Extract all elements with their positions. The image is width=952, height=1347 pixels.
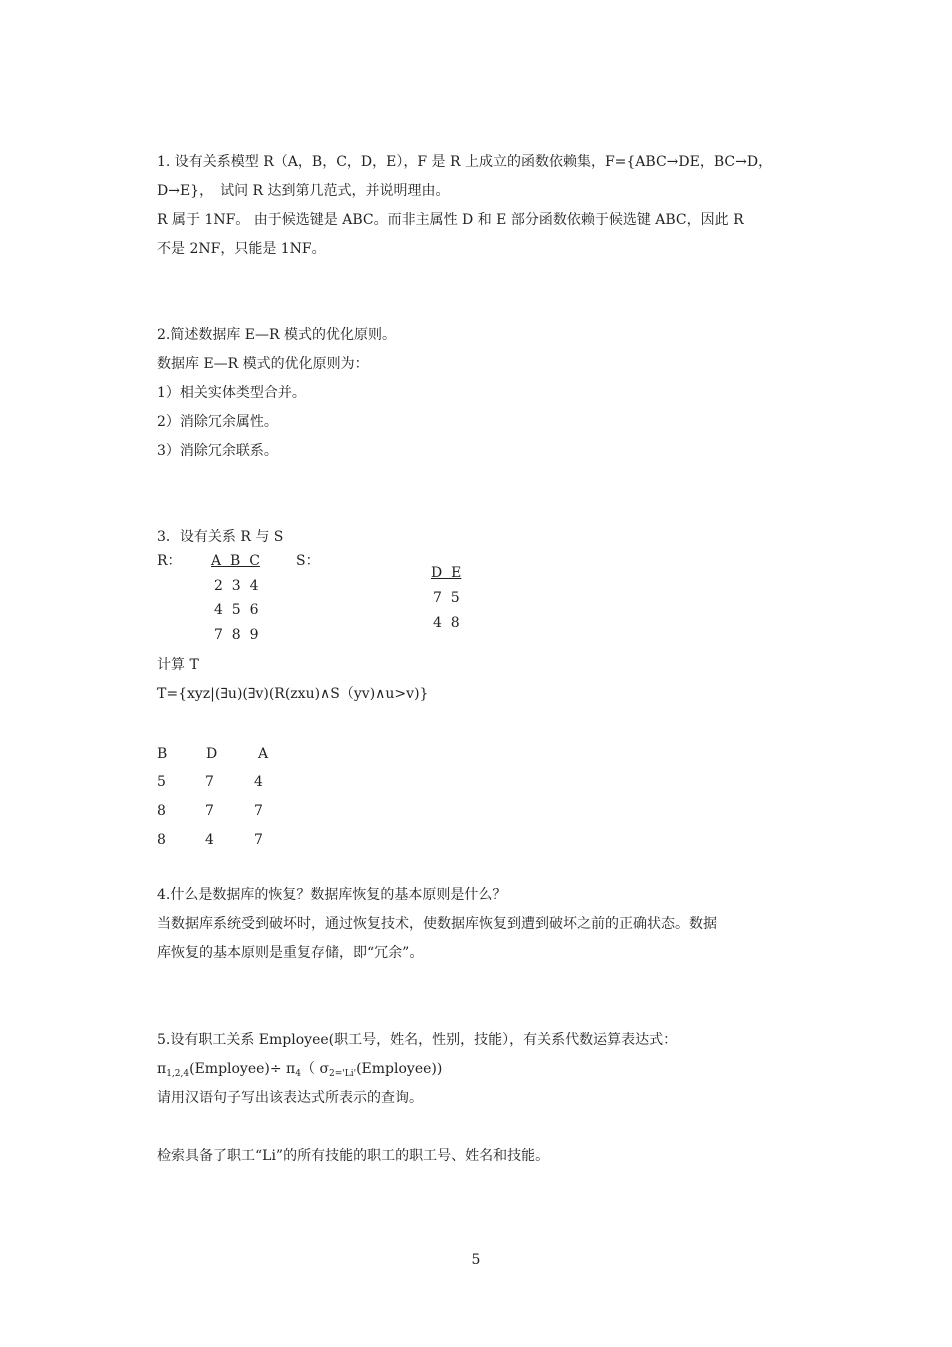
q1-question-line1: 1. 设有关系模型 R（A，B，C，D，E），F 是 R 上成立的函数依赖集，F={ABC→DE，BC→D， bbox=[157, 154, 773, 170]
q5-question: 5.设有职工关系 Employee(职工号，姓名，性别，技能），有关系代数运算表达式： bbox=[157, 1032, 678, 1048]
pi-symbol: π bbox=[157, 1061, 167, 1077]
relation-s-label: S： bbox=[296, 553, 320, 569]
result-cell: 4 bbox=[254, 774, 263, 790]
relation-s-row: 7 5 bbox=[433, 590, 460, 606]
relation-s-header: D E bbox=[431, 565, 462, 581]
q1-answer-line1: R 属于 1NF。 由于候选键是 ABC。而非主属性 D 和 E 部分函数依赖于候选键 ABC，因此 R bbox=[157, 212, 744, 228]
result-cell: 4 bbox=[205, 832, 214, 848]
result-cell: 8 bbox=[157, 832, 166, 848]
relation-s-row: 4 8 bbox=[433, 615, 460, 631]
result-cell: 8 bbox=[157, 803, 166, 819]
result-header-row bbox=[157, 744, 270, 764]
result-cell: 7 bbox=[254, 803, 263, 819]
relation-r-row: 2 3 4 bbox=[214, 578, 259, 594]
q2-answer-item: 1）相关实体类型合并。 bbox=[157, 385, 306, 401]
result-cell: 5 bbox=[157, 774, 166, 790]
page-number: 5 bbox=[471, 1252, 481, 1268]
q5-instruction: 请用汉语句子写出该表达式所表示的查询。 bbox=[157, 1090, 423, 1106]
pi-subscript: 1,2,4 bbox=[166, 1069, 190, 1079]
q2-answer-item: 3）消除冗余联系。 bbox=[157, 443, 278, 459]
q2-answer-item: 2）消除冗余属性。 bbox=[157, 414, 278, 430]
relation-r-header: A B C bbox=[211, 553, 260, 569]
q3-compute-label: 计算 T bbox=[157, 657, 199, 673]
q1-question-line2: D→E}， 试问 R 达到第几范式，并说明理由。 bbox=[157, 183, 450, 199]
q4-answer-line1: 当数据库系统受到破坏时，通过恢复技术，使数据库恢复到遭到破坏之前的正确状态。数据 bbox=[157, 916, 717, 932]
result-cell: 7 bbox=[205, 803, 214, 819]
expression-end: (Employee)) bbox=[356, 1061, 443, 1077]
q5-answer: 检索具备了职工“Li”的所有技能的职工的职工号、姓名和技能。 bbox=[157, 1148, 550, 1164]
q2-answer-intro: 数据库 E—R 模式的优化原则为： bbox=[157, 356, 369, 372]
result-cell: 7 bbox=[254, 832, 263, 848]
result-cell: 7 bbox=[205, 774, 214, 790]
pi-subscript: 4 bbox=[295, 1069, 301, 1079]
q1-answer-line2: 不是 2NF，只能是 1NF。 bbox=[157, 241, 326, 257]
sigma-symbol: （ σ bbox=[301, 1061, 330, 1077]
q2-question: 2.简述数据库 E—R 模式的优化原则。 bbox=[157, 327, 397, 343]
expression-middle: (Employee)÷ π bbox=[189, 1061, 296, 1077]
q3-formula: T={xyz|(∃u)(∃v)(R(zxu)∧S（yv)∧u>v)} bbox=[157, 686, 429, 702]
q4-answer-line2: 库恢复的基本原则是重复存储，即“冗余”。 bbox=[157, 945, 424, 961]
relation-r-label: R： bbox=[157, 553, 182, 569]
q4-question: 4.什么是数据库的恢复？数据库恢复的基本原则是什么？ bbox=[157, 887, 507, 903]
q3-question: 3．设有关系 R 与 S bbox=[157, 529, 284, 545]
result-header-d: D bbox=[206, 746, 218, 762]
result-header-a: A bbox=[258, 746, 269, 762]
sigma-subscript: 2='Li' bbox=[329, 1069, 357, 1079]
relation-r-row: 4 5 6 bbox=[214, 602, 259, 618]
result-header-b: B bbox=[157, 746, 168, 762]
q5-expression bbox=[157, 1059, 442, 1081]
relation-r-row: 7 8 9 bbox=[214, 627, 259, 643]
